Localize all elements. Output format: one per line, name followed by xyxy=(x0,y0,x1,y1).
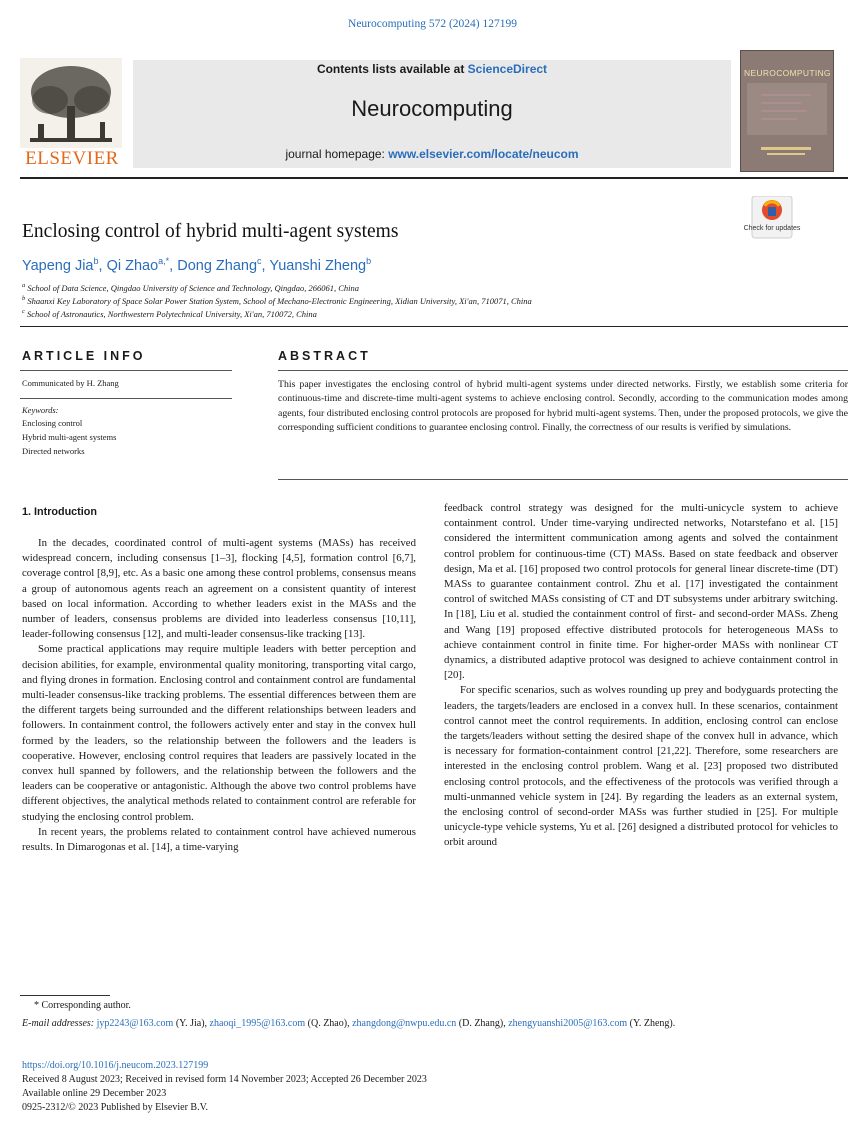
affiliation xyxy=(22,282,359,293)
abstract-text: This paper investigates the enclosing control of hybrid multi-agent systems under directed networks. Firstly, we establish some criteria for continuous-time and discrete-time multi-agent systems to achieve enclosing control. Secondly, according to the communication modes among agents, four distributed enclosing control protocols are proposed for hybrid multi-agent systems. Then, under the proposed protocols, we give the corresponding sufficient conditions to guarantee enclosing control. Finally, the correctness of our results is verified by simulations. xyxy=(278,379,848,433)
corresponding-author-note: * Corresponding author. xyxy=(34,1000,131,1011)
author-affiliation-mark: b xyxy=(93,256,99,266)
email-label: E-mail addresses: xyxy=(22,1018,95,1029)
body-paragraph: Some practical applications may require multiple leaders with better perception and decision abilities, for example, environmental quality monitoring, transporting vital cargo, and flying drones in formation. Enclosing control and containment control are fundamental multi-leader consensus-like tracking problems. The essential differences between them are the different targets being surrounded and the different relationships between leaders and followers. In containment control, the followers actively enter and stay in the convex hull formed by the leaders, so the relationship between the followers and the leaders is cooperative. However, enclosing control requires that leaders are passively located in the convex hull spanned by followers, and the relationship between the followers and the leaders can be cooperative or antagonistic. Although the above two control problems have different objectives, the analytical methods related to containment control are referable for studying the enclosing control problem. xyxy=(22,643,416,823)
homepage-link[interactable]: www.elsevier.com/locate/neucom xyxy=(388,147,579,161)
email-link[interactable]: zhaoqi_1995@163.com xyxy=(209,1018,306,1029)
email-owner: (Y. Zheng). xyxy=(629,1018,676,1029)
keywords-heading: Keywords: xyxy=(22,405,59,415)
body-paragraph: In the decades, coordinated control of multi-agent systems (MASs) has received widespread concern, including consensus [1–3], flocking [4,5], formation control [6,7], coverage control [8,9], etc. As a basic one among these control problems, consensus means a group of autonomous agents reach an agreement on a consistent quantity of interest based on local information. According to whether leaders exist in the MASs and the number of leaders, consensus problems are divided into leaderless consensus [10,11], leader-following consensus [12], and multi-leader consensus-like tracking [13]. xyxy=(22,537,416,641)
body-paragraph: feedback control strategy was designed for the multi-unicycle system to achieve containment control. Under time-varying undirected networks, Notarstefano et al. [15] considered the intermittent communication among agents and solved the containment control problem for continuous-time (CT) MASs. Based on state feedback and observer design, Ma et al. [16] proposed two control protocols for general linear discrete-time (DT) MASs to guarantee containment control. Zhu et al. [17] investigated the containment control of switched MASs consisting of CT and DT subsystems under arbitrary switching. In [18], Liu et al. studied the containment control of first- and second-order MASs. Zheng and Wang [19] proposed effective distributed protocols for heterogeneous MASs to achieve containment control in finite time. For higher-order MASs with nonlinear CT dynamics, a distributed adaptive protocol was designed to achieve containment control in [20]. xyxy=(444,502,838,682)
email-addresses xyxy=(22,1016,852,1032)
doi-link[interactable]: https://doi.org/10.1016/j.neucom.2023.127199 xyxy=(22,1060,209,1071)
author-name[interactable]: Yapeng Jia xyxy=(22,257,94,274)
communicated-by: Communicated by H. Zhang xyxy=(22,378,119,388)
author-name[interactable]: Qi Zhao xyxy=(106,257,159,274)
contents-prefix: Contents lists available at xyxy=(316,62,468,76)
author-list: Yapeng Jia$^b$, Qi Zhao$^{a,*}$, Dong Zhang$^c$, Yuanshi Zheng$^b$ xyxy=(22,256,372,274)
body-paragraph: In recent years, the problems related to containment control have achieved numerous results. In Dimarogonas et al. [14], a time-varying xyxy=(22,825,416,854)
author-affiliation-mark: c xyxy=(257,256,262,266)
keyword: Hybrid multi-agent systems xyxy=(22,432,117,442)
homepage-label: journal homepage: xyxy=(285,147,389,161)
journal-citation[interactable]: Neurocomputing 572 (2024) 127199 xyxy=(348,18,517,30)
check-for-updates-label[interactable]: Check for updates xyxy=(743,225,801,232)
contents-line xyxy=(133,62,731,76)
affiliation-mark: a xyxy=(22,282,26,289)
affiliation-text: Shaanxi Key Laboratory of Space Solar Power Station System, School of Mechano-Electronic Engineering, Xidian University, Xi'an, 710071, China xyxy=(27,295,532,306)
elsevier-wordmark: ELSEVIER xyxy=(25,148,119,169)
article-title: Enclosing control of hybrid multi-agent systems xyxy=(22,221,399,242)
journal-name: Neurocomputing xyxy=(351,96,513,121)
affiliation-mark: b xyxy=(22,295,26,302)
author-affiliation-mark: b xyxy=(366,256,372,266)
article-info-rule xyxy=(20,370,232,371)
email-link[interactable]: zhangdong@nwpu.edu.cn xyxy=(352,1018,457,1029)
email-owner: (Q. Zhao), xyxy=(307,1018,350,1029)
article-info-rule xyxy=(20,398,232,399)
author-name[interactable]: Yuanshi Zheng xyxy=(269,257,367,274)
body-paragraph: For specific scenarios, such as wolves rounding up prey and bodyguards protecting the leaders, the targets/leaders are enclosed in a convex hull. In these scenarios, containment control cannot meet the control requirements. In addition, enclosing control can enclose the targets/leaders without setting the desired shape of the convex hull in advance, which is necessary for formation-containment control [21,22]. Therefore, some researchers are interested in the enclosing control problem. Wang et al. [23] proposed two distributed enclosing control protocols, and the effectiveness of the protocols was verified through a multi-unmanned vehicle system in [24]. By regarding the leaders as an external system, the enclosing control of second-order MASs was further studied in [25]. For multiple unicycle-type vehicle systems, Yu et al. [26] designed a distributed protocol for vehicles to orbit around xyxy=(444,684,838,849)
body-column-right xyxy=(444,501,838,851)
email-link[interactable]: zhengyuanshi2005@163.com xyxy=(508,1018,628,1029)
received-dates: Received 8 August 2023; Received in revised form 14 November 2023; Accepted 26 December 2023 xyxy=(22,1074,427,1085)
header-rule xyxy=(20,177,848,179)
affiliation-text: School of Data Science, Qingdao University of Science and Technology, Qingdao, 266061, China xyxy=(27,282,359,293)
keyword: Directed networks xyxy=(22,446,85,456)
affiliation xyxy=(22,308,317,319)
author-affiliation-mark: a,* xyxy=(158,256,170,266)
abstract-heading: ABSTRACT xyxy=(278,349,371,363)
email-owner: (D. Zhang), xyxy=(458,1018,506,1029)
email-link[interactable]: jyp2243@163.com xyxy=(96,1018,174,1029)
section-heading: 1. Introduction xyxy=(22,506,97,518)
affiliation xyxy=(22,295,532,306)
affiliation-text: School of Astronautics, Northwestern Polytechnical University, Xi'an, 710072, China xyxy=(27,308,317,319)
homepage-line xyxy=(133,147,731,161)
available-online: Available online 29 December 2023 xyxy=(22,1088,167,1099)
affiliation-mark: c xyxy=(22,308,25,315)
abstract-rule xyxy=(278,370,848,371)
article-info-heading: ARTICLE INFO xyxy=(22,349,146,363)
email-owner: (Y. Jia), xyxy=(175,1018,208,1029)
check-for-updates-icon[interactable] xyxy=(748,196,796,240)
affiliation-rule xyxy=(20,326,848,327)
footnote-rule xyxy=(20,995,110,996)
copyright-line: 0925-2312/© 2023 Published by Elsevier B.V. xyxy=(22,1102,209,1113)
cover-title: NEUROCOMPUTING xyxy=(744,68,831,78)
abstract-rule xyxy=(278,479,848,480)
sciencedirect-link[interactable]: ScienceDirect xyxy=(467,62,548,76)
body-column-left xyxy=(22,536,416,855)
author-name[interactable]: Dong Zhang xyxy=(177,257,258,274)
keyword: Enclosing control xyxy=(22,418,83,428)
